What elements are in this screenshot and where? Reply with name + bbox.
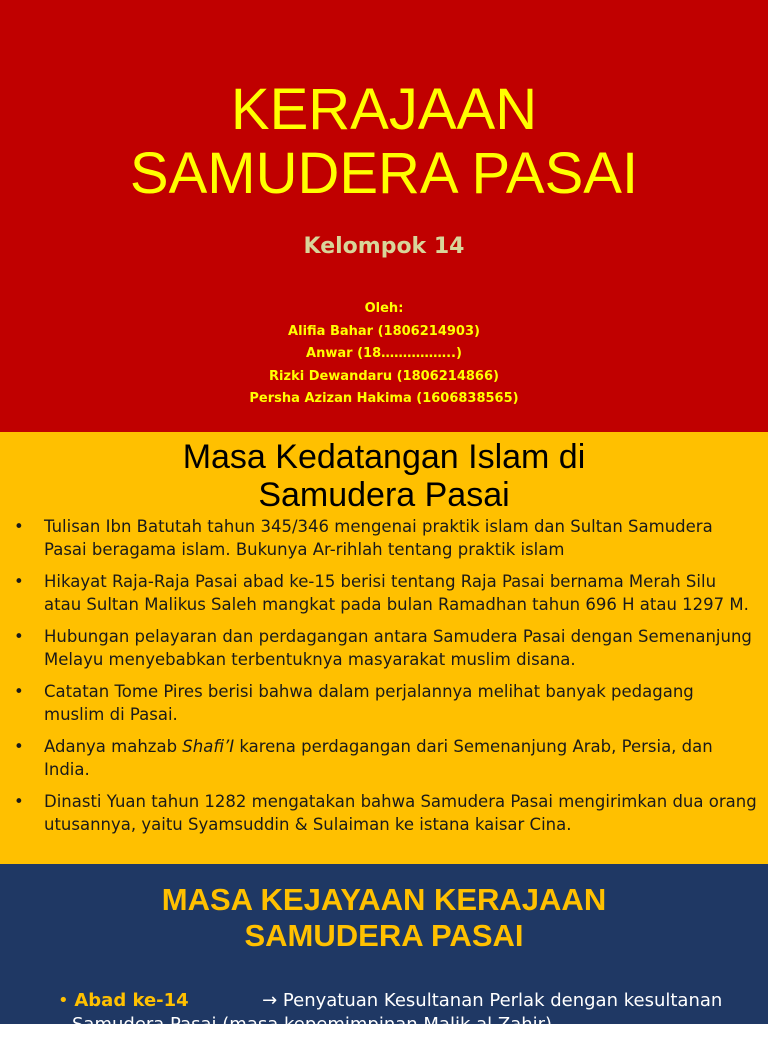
heading-line-2: SAMUDERA PASAI xyxy=(244,918,524,953)
list-item-text: karena perdagangan dari Semenanjung Arab, Persia, dan India. xyxy=(44,737,713,779)
list-item xyxy=(0,626,768,671)
title-line-1: KERAJAAN xyxy=(230,77,538,142)
list-item-text: Hikayat Raja-Raja Pasai abad ke-15 berisi tentang Raja Pasai bernama Merah Silu atau Sultan Malikus Saleh mangkat pada bulan Ramadhan tahun 696 H atau 1297 M. xyxy=(44,572,749,614)
list-item-text: Adanya mahzab xyxy=(44,737,183,756)
author-line: Persha Azizan Hakima (1606838565) xyxy=(249,391,519,406)
bullet-icon: • xyxy=(58,990,69,1011)
title-line-2: SAMUDERA PASAI xyxy=(129,141,639,206)
heading-line-2: Samudera Pasai xyxy=(258,476,510,514)
heading-line-1: MASA KEJAYAAN KERAJAAN xyxy=(161,882,607,917)
list-item xyxy=(0,736,768,781)
slide-heading xyxy=(0,882,768,954)
author-line: Rizki Dewandaru (1806214866) xyxy=(269,368,499,384)
author-list xyxy=(0,298,768,411)
list-item xyxy=(0,681,768,726)
list-item-text: Tulisan Ibn Batutah tahun 345/346 mengenai praktik islam dan Sultan Samudera Pasai beragama islam. Bukunya Ar-rihlah tentang praktik islam xyxy=(44,517,713,559)
bullet-icon: • xyxy=(14,627,24,646)
bullet-icon: • xyxy=(14,792,24,811)
list-item-text: Catatan Tome Pires berisi bahwa dalam perjalannya melihat banyak pedagang muslim di Pasai. xyxy=(44,682,694,724)
bullet-icon: • xyxy=(14,682,24,701)
slide-arrival-of-islam xyxy=(0,432,768,864)
arrow-icon: → xyxy=(262,990,278,1011)
author-line: Oleh: xyxy=(364,301,404,316)
heading-line-1: Masa Kedatangan Islam di xyxy=(182,438,586,476)
bullet-icon: • xyxy=(14,517,24,536)
list-item-text: Dinasti Yuan tahun 1282 mengatakan bahwa Samudera Pasai mengirimkan dua orang utusannya, yaitu Syamsuddin & Sulaiman ke istana kaisar Cina. xyxy=(44,792,757,834)
period-description: Penyatuan Kesultanan Perlak dengan kesultanan xyxy=(282,990,723,1011)
group-subtitle: Kelompok 14 xyxy=(303,234,465,259)
bullet-icon: • xyxy=(14,572,24,591)
list-item xyxy=(0,791,768,836)
list-item-text: Hubungan pelayaran dan perdagangan antara Samudera Pasai dengan Semenanjung Melayu menyebabkan terbentuknya masyarakat muslim disana. xyxy=(44,627,752,669)
list-item xyxy=(0,571,768,616)
author-line: Alifia Bahar (1806214903) xyxy=(288,323,480,339)
bullet-list xyxy=(0,516,768,846)
list-item xyxy=(0,516,768,561)
presentation-title xyxy=(0,78,768,206)
slide-title xyxy=(0,0,768,432)
bullet-icon: • xyxy=(14,737,24,756)
author-line: Anwar (18……………..) xyxy=(306,346,462,361)
slide-heading xyxy=(0,438,768,514)
period-description-continued: Samudera Pasai (masa kepemimpinan Malik al Zahir) xyxy=(72,1014,553,1035)
timeline-item xyxy=(58,989,778,1037)
slide-golden-age xyxy=(0,864,768,1035)
list-item-emphasis: Shafi’I xyxy=(182,737,235,756)
period-label: Abad ke-14 xyxy=(74,990,189,1011)
